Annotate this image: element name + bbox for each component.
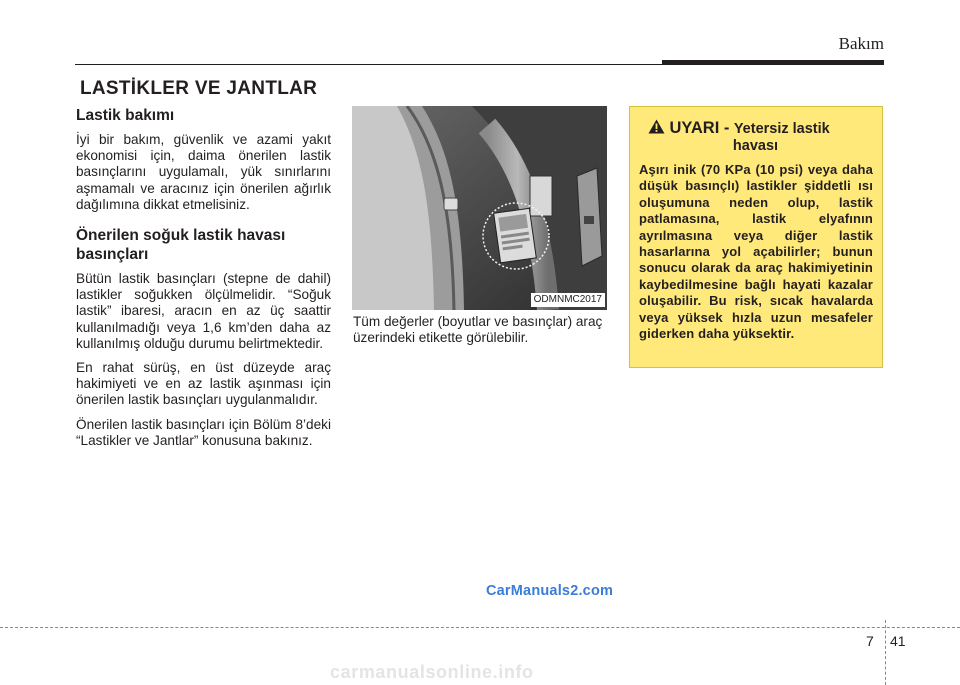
page-number: 41	[890, 633, 906, 649]
section-title: LASTİKLER VE JANTLAR	[80, 78, 318, 99]
figure-caption: Tüm değerler (boyutlar ve basınçlar) araç üzerindeki etikette görülebilir.	[353, 314, 603, 346]
footer-rule	[0, 627, 960, 628]
header-rule-thick	[662, 60, 884, 65]
paragraph-cold-pressure: Bütün lastik basınçları (stepne de dahil) lastikler soğukken ölçülmelidir. “Soğuk lastik” ibaresi, aracın en az üç saattir kullanılmadığı veya 1,6 km’den daha az kullanılmış olduğu durumu belirtmektedir.	[76, 271, 331, 351]
heading-cold-pressure: Önerilen soğuk lastik havası basınçları	[76, 227, 286, 264]
paragraph-tire-care: İyi bir bakım, güvenlik ve azami yakıt ekonomisi için, daima önerilen lastik basınçlarını uygulamalı, yük sınırlarını aşmamalı ve aracınız için önerilen ağırlık dağılımına dikkat etmelisiniz.	[76, 132, 331, 212]
heading-tire-care: Lastik bakımı	[76, 107, 175, 124]
warning-topic-line2: havası	[732, 138, 779, 154]
left-column	[76, 106, 331, 457]
door-pillar-illustration	[352, 106, 607, 310]
bottom-watermark: carmanualsonline.info	[330, 662, 534, 682]
site-watermark[interactable]: CarManuals2.com	[486, 583, 614, 599]
door-label-photo	[352, 106, 607, 310]
page-divider	[885, 620, 886, 685]
header-title: Bakım	[838, 34, 884, 53]
paragraph-comfort: En rahat sürüş, en üst düzeyde araç hakimiyeti ve en az lastik aşınması için önerilen lastik basınçları uygulanmalıdır.	[76, 360, 331, 408]
warning-header	[648, 119, 873, 154]
warning-label: UYARI -	[669, 119, 730, 137]
warning-triangle-icon	[648, 119, 665, 134]
chapter-number: 7	[866, 633, 874, 649]
warning-box	[629, 106, 883, 368]
warning-topic: Yetersiz lastik	[733, 121, 830, 137]
header-rule	[75, 64, 665, 65]
warning-body: Aşırı inik (70 KPa (10 psi) veya daha düşük basınçlı) lastikler şiddetli ısı oluşumuna neden olup, lastik patlamasına, lastik elyafının ayrılmasına veya diğer lastik hasarlarına yol açabilirler; bunun sonucu olarak da araç hakimiyetinin kaybedilmesine bağlı hayati kazalar oluşabilir. Bu risk, sıcak havalarda veya yüksek hızla uzun mesafeler giderken daha yüksektir.	[639, 162, 873, 342]
paragraph-reference: Önerilen lastik basınçları için Bölüm 8’deki “Lastikler ve Jantlar” konusuna bakınız.	[76, 416, 331, 448]
figure-code: ODMNMC2017	[531, 293, 605, 307]
